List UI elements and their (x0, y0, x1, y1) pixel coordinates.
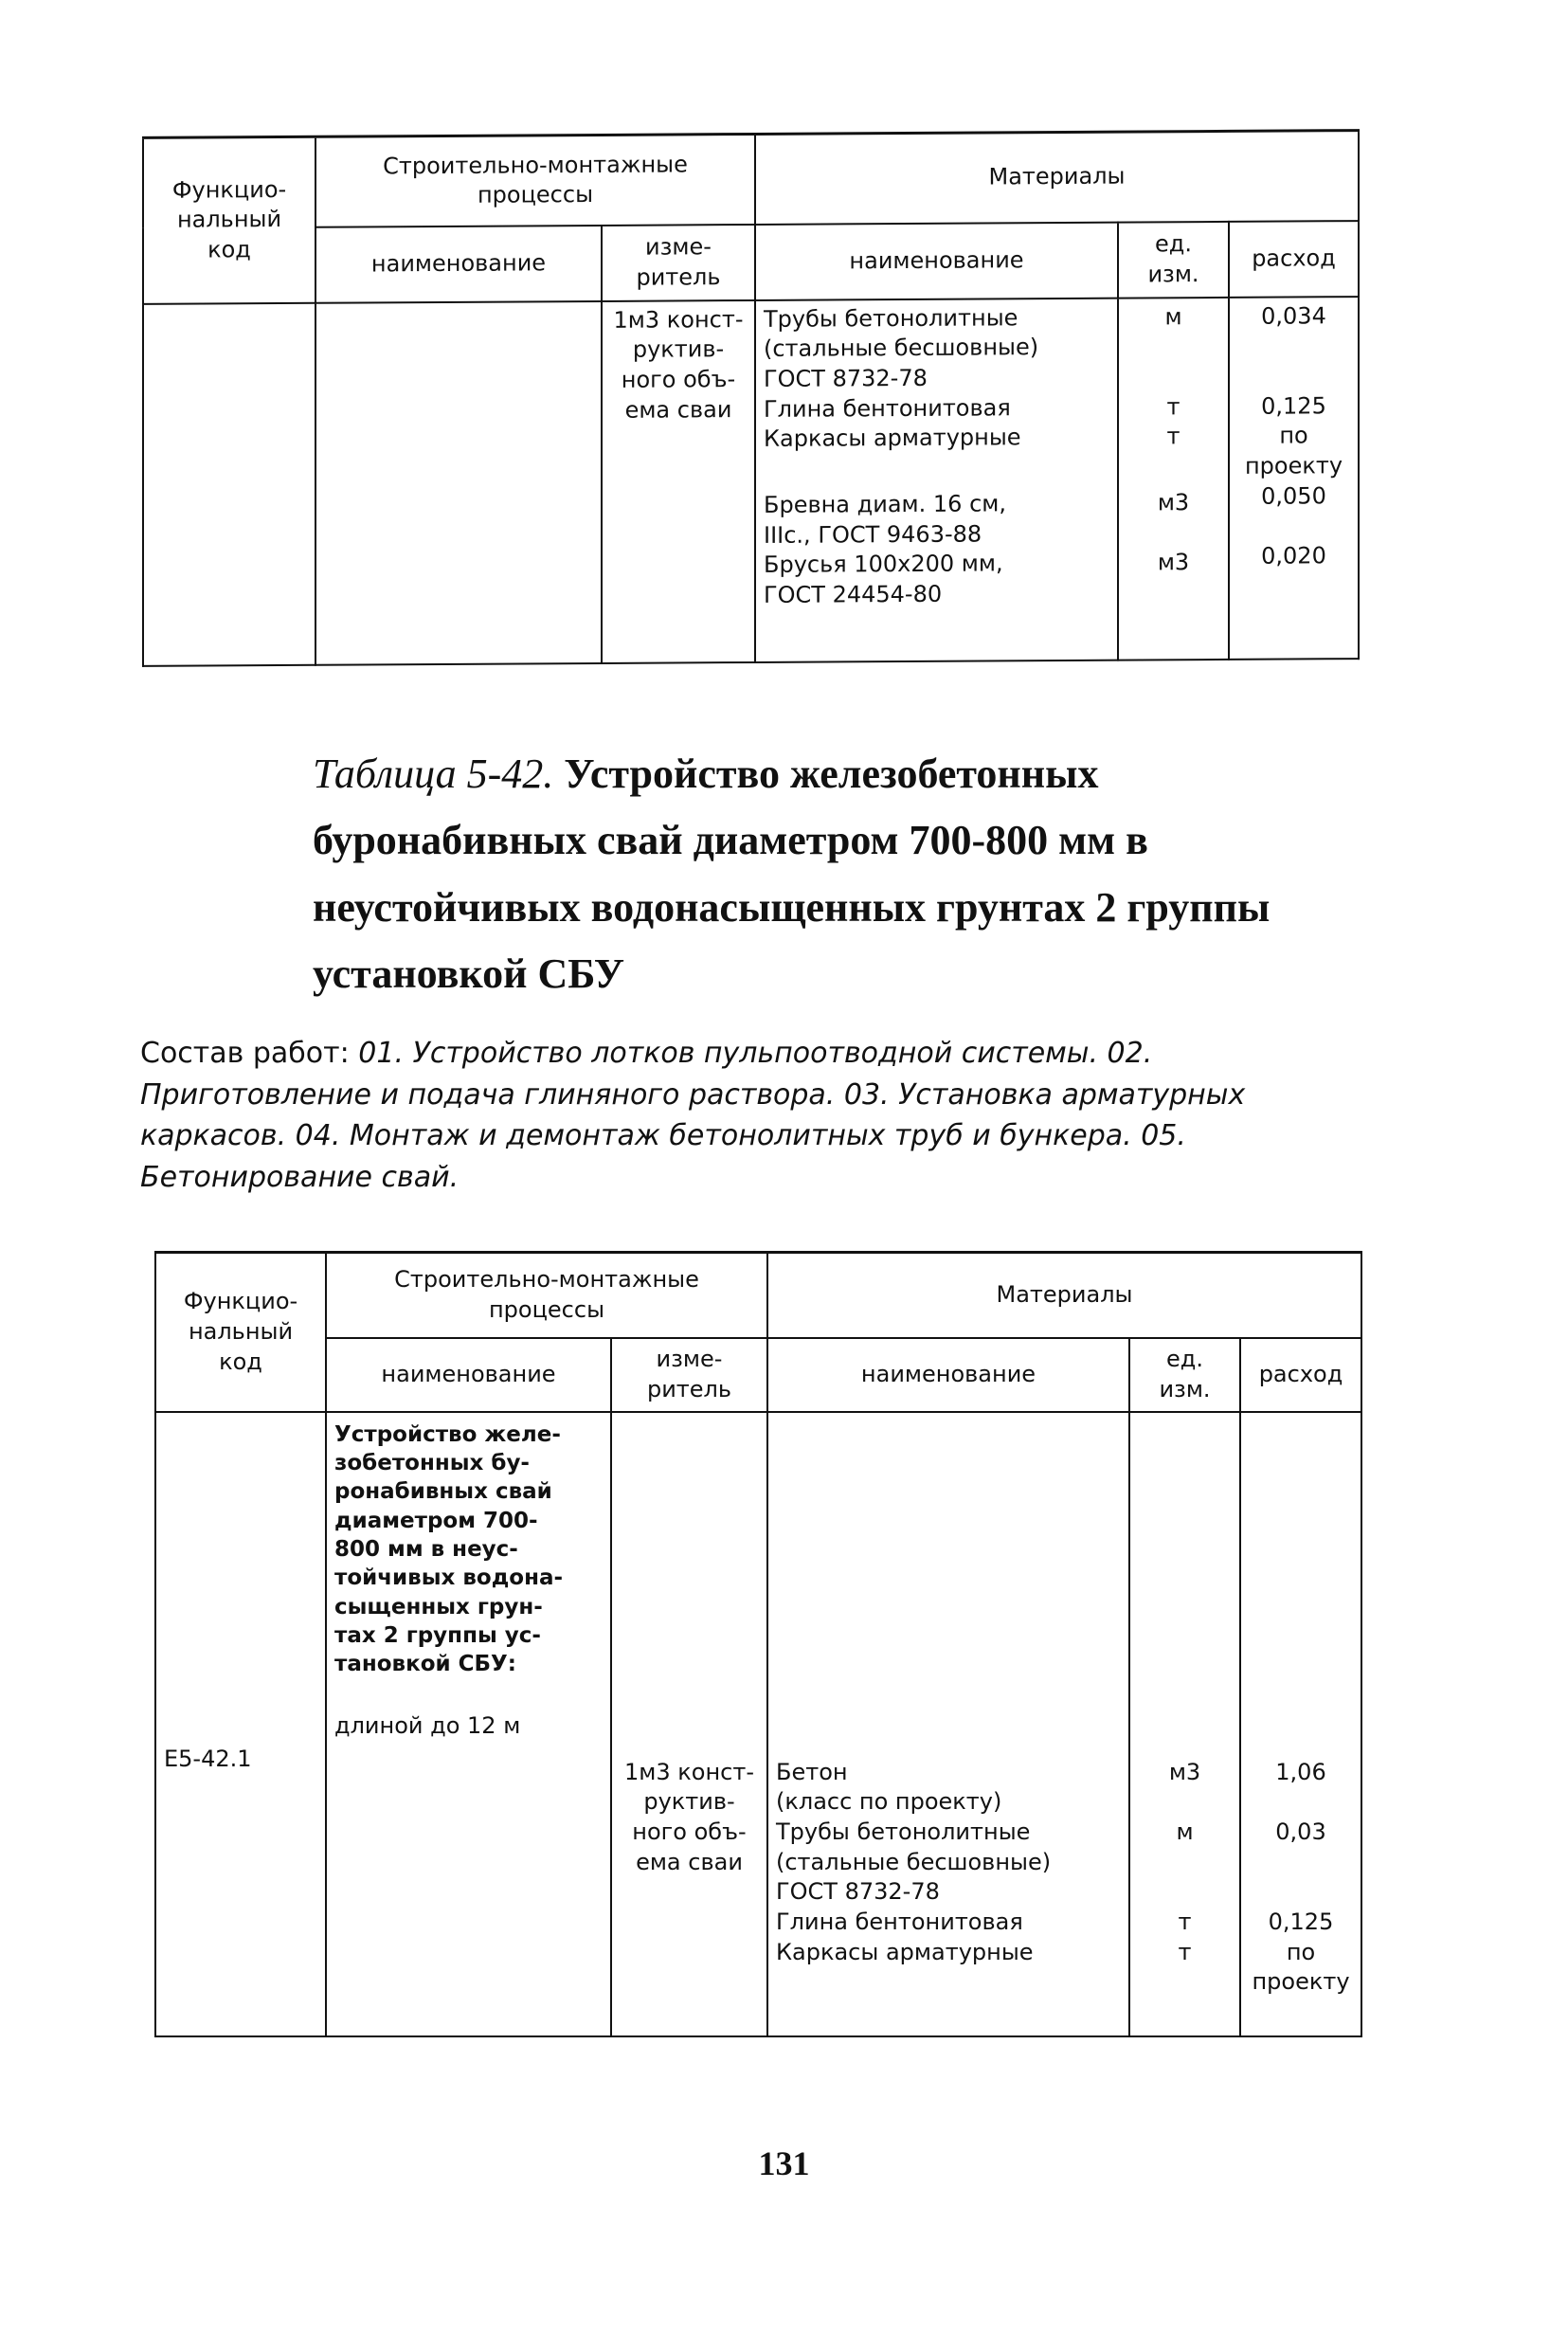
header-meter: изме- ритель (611, 1338, 767, 1412)
header-meter: изме- ритель (602, 224, 755, 300)
process-name-cell (315, 300, 602, 664)
table-row (143, 297, 1359, 666)
header-process-name: наименование (326, 1338, 611, 1412)
header-unit: ед. изм. (1129, 1338, 1240, 1412)
consumption-cell: 0,034 0,125 по проекту 0,050 0,020 (1229, 297, 1359, 660)
process-name-cell: Устройство желе- зобетонных бу- ронабивных свай диаметром 700- 800 мм в неус- тойчивых водона- сыщенных грун- тах 2 группы ус- тановкой СБУ: длиной до 12 м (326, 1412, 611, 2037)
work-composition (140, 1033, 1362, 1198)
composition-text: 01. Устройство лотков пульпоотводной системы. 02. Приготовление и подача глиняного раствора. 03. Установка арматурных каркасов. 04. Монтаж и демонтаж бетонолитных труб и бункера. 05. Бетонирование свай. (140, 1037, 1246, 1194)
unit-cell: м т т м3 м3 (1118, 297, 1229, 660)
page-number: 131 (758, 2144, 810, 2182)
unit-cell: м3 м т т (1129, 1412, 1240, 2037)
material-name-cell: Трубы бетонолитные (стальные бесшовные) ГОСТ 8732-78 Глина бентонитовая Каркасы арматурные Бревна диам. 16 см, IIIс., ГОСТ 9463-88 Брусья 100х200 мм, ГОСТ 24454-80 (755, 298, 1118, 662)
material-name-cell: Бетон (класс по проекту) Трубы бетонолитные (стальные бесшовные) ГОСТ 8732-78 Глина бентонитовая Каркасы арматурные (767, 1412, 1129, 2037)
meter-cell: 1м3 конст- руктив- ного объ- ема сваи (602, 299, 755, 662)
composition-label: Состав работ: (140, 1037, 350, 1070)
materials-table-continued (142, 129, 1360, 667)
header-function-code: Функцио- нальный код (143, 136, 315, 303)
header-process-name: наименование (315, 225, 602, 302)
header-materials: Материалы (767, 1253, 1361, 1338)
header-consumption: расход (1229, 221, 1359, 298)
function-code-cell (143, 302, 315, 666)
header-consumption: расход (1240, 1338, 1361, 1412)
caption-label: Таблица 5-42. (313, 751, 554, 797)
header-construction-processes: Строительно-монтажные процессы (315, 134, 755, 226)
header-unit: ед. изм. (1118, 221, 1229, 298)
header-materials: Материалы (755, 131, 1359, 225)
function-code-cell: Е5-42.1 (155, 1412, 326, 2037)
caption-title: Устройство железобетонных буронабивных свай диаметром 700-800 мм в неустойчивых водонасыщенных грунтах 2 группы установкой СБУ (313, 751, 1271, 998)
header-construction-processes: Строительно-монтажные процессы (326, 1253, 767, 1338)
materials-table-5-42 (154, 1251, 1362, 2037)
header-function-code: Функцио- нальный код (155, 1253, 326, 1412)
header-material-name: наименование (755, 222, 1118, 299)
meter-cell: 1м3 конст- руктив- ного объ- ема сваи (611, 1412, 767, 2037)
consumption-cell: 1,06 0,03 0,125 по проекту (1240, 1412, 1361, 2037)
table-row (155, 1412, 1361, 2037)
header-material-name: наименование (767, 1338, 1129, 1412)
table-caption (313, 741, 1364, 1008)
